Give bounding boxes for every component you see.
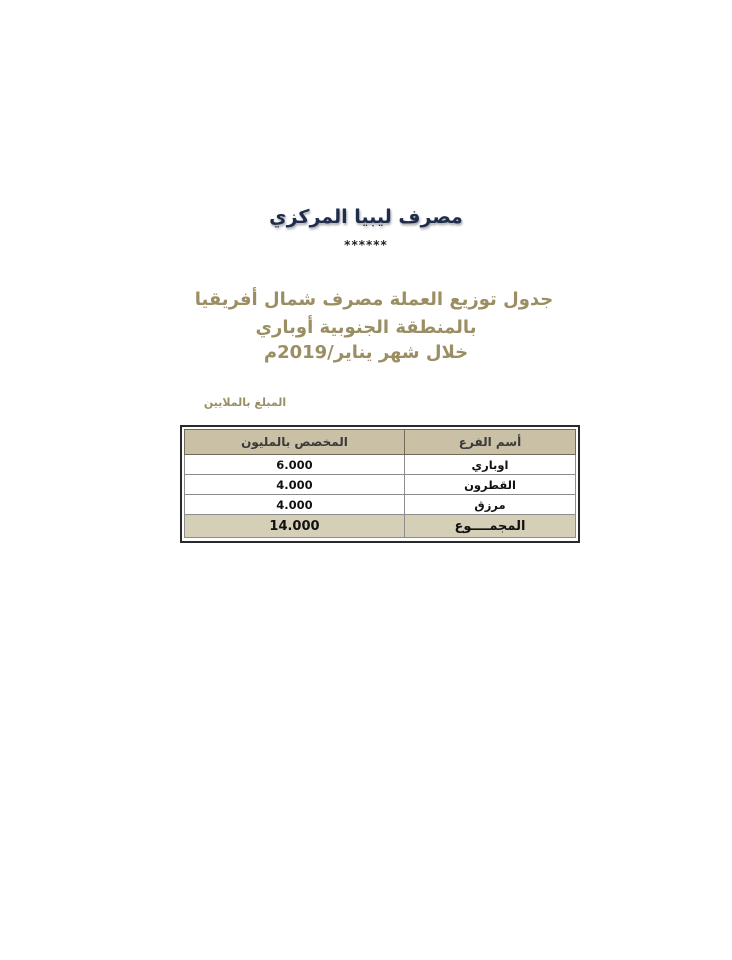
branch-cell: مرزق — [405, 495, 576, 515]
unit-note: المبلغ بالملايين — [203, 396, 287, 409]
branch-cell: اوباري — [405, 455, 576, 475]
table-header-row — [185, 430, 576, 455]
total-value: 14.000 — [185, 515, 405, 538]
allocation-cell: 4.000 — [185, 475, 405, 495]
table-title-line-2: بالمنطقة الجنوبية أوباري — [255, 317, 477, 338]
allocation-cell: 4.000 — [185, 495, 405, 515]
table-row — [185, 495, 576, 515]
table-row — [185, 455, 576, 475]
table-title-line-3: خلال شهر يناير/2019م — [263, 342, 469, 363]
title-separator: ****** — [344, 238, 388, 252]
distribution-table-frame — [180, 425, 580, 543]
table-total-row — [185, 515, 576, 538]
table-title-line-1: جدول توزيع العملة مصرف شمال أفريقيا — [194, 289, 554, 310]
table-row — [185, 475, 576, 495]
header-branch: أسم الفرع — [405, 430, 576, 455]
distribution-table — [184, 429, 576, 538]
bank-name-title: مصرف ليبيا المركزي — [269, 206, 463, 228]
branch-cell: القطرون — [405, 475, 576, 495]
allocation-cell: 6.000 — [185, 455, 405, 475]
total-label: المجمــــوع — [405, 515, 576, 538]
header-allocation: المخصص بالمليون — [185, 430, 405, 455]
